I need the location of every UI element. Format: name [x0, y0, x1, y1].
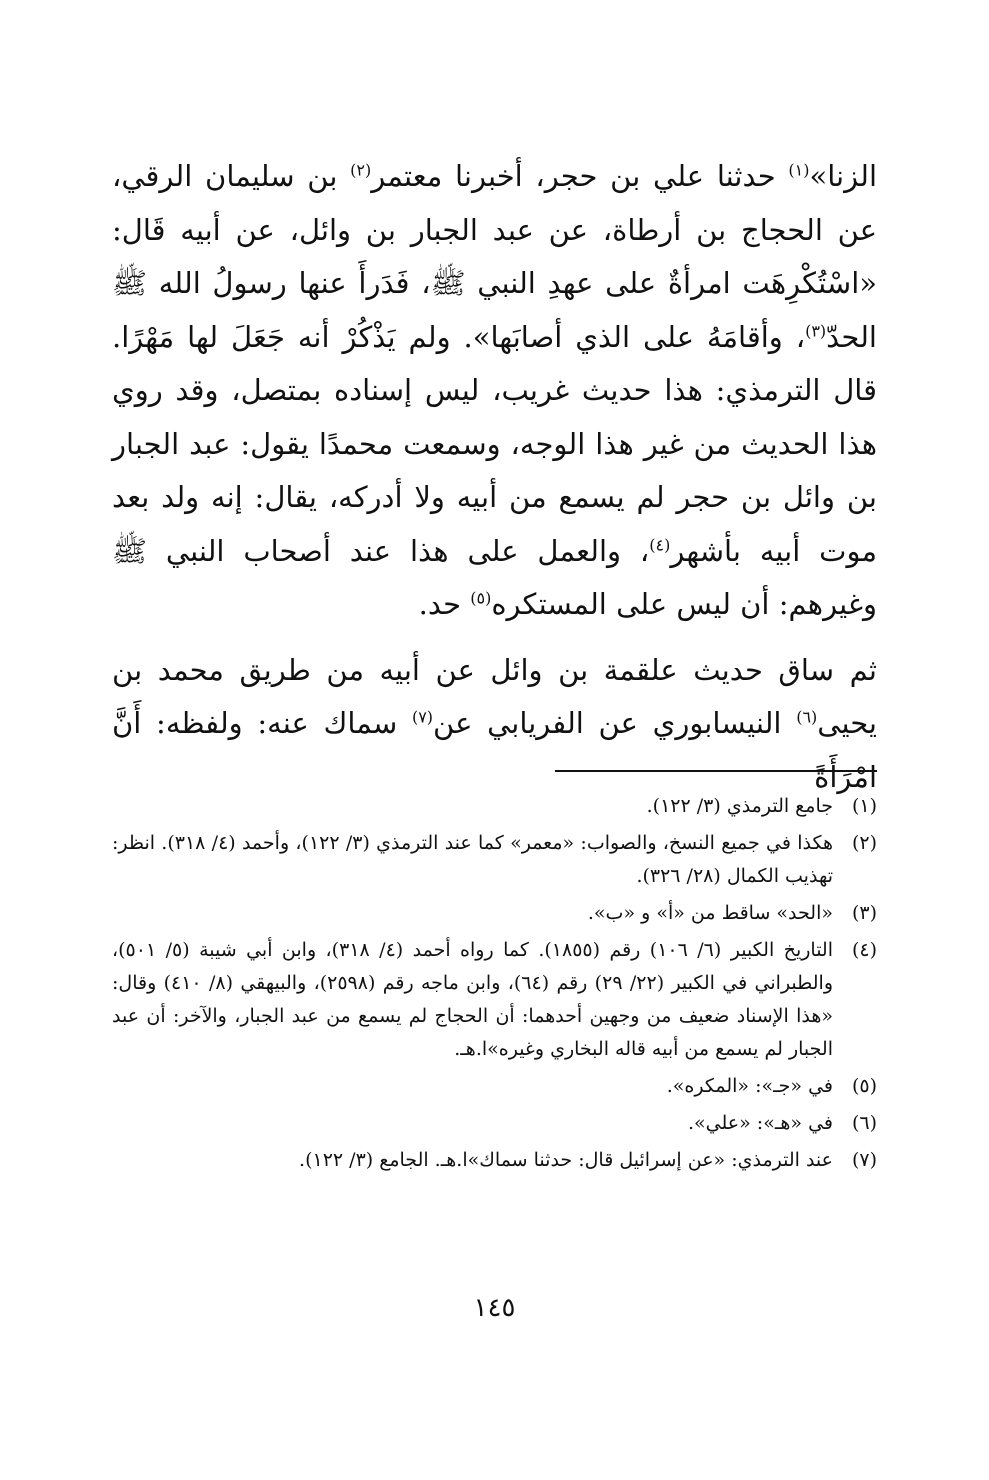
text-segment: ثم ساق حديث علقمة بن وائل عن أبيه من طريق محمد بن يحيى: [112, 652, 877, 740]
footnote-7: [112, 1144, 877, 1177]
footnote-text: في «جـ»: «المكره».: [666, 1075, 833, 1097]
footnote-ref-5[interactable]: (٥): [470, 588, 492, 608]
text-segment: ، وأقامَهُ على الذي أصابَها». ولم يَذْكُرْ أنه جَعَلَ لها مَهْرًا. قال الترمذي: هذا حديث غريب، ليس إسناده بمتصل، وقد روي هذا الحديث من غير هذا الوجه، وسمعت محمدًا يقول: عبد الجبار بن وائل بن حجر لم يسمع من أبيه ولا أدركه، يقال: إنه ولد بعد موت أبيه بأشهر: [112, 319, 877, 568]
footnote-1: [112, 790, 877, 823]
main-paragraph-2: [112, 644, 877, 805]
main-text: [112, 150, 877, 804]
text-segment: بن سليمان الرقي، عن الحجاج بن أرطاة، عن عبد الجبار بن وائل، عن أبيه قَال: «اسْتُكْرِهَت امرأةٌ على عهدِ النبي ﷺ، فَدَرأَ عنها رسولُ الله ﷺ الحدّ: [112, 159, 877, 354]
footnote-text: «الحد» ساقط من «أ» و «ب».: [587, 902, 833, 924]
text-segment: ، والعمل على هذا عند أصحاب النبي ﷺ وغيرهم: أن ليس على المستكره: [112, 533, 877, 621]
text-segment: الزنا»: [809, 159, 877, 193]
footnote-6: [112, 1107, 877, 1140]
footnote-4: [112, 934, 877, 1066]
footnote-ref-1[interactable]: (١): [788, 160, 810, 180]
page-number: ١٤٥: [473, 1293, 516, 1323]
text-segment: سماك عنه: ولفظه: أَنَّ امْرَأَةً: [112, 706, 877, 794]
footnote-number: (٥): [851, 1075, 877, 1097]
footnote-number: (٢): [851, 832, 877, 854]
footnote-text: جامع الترمذي (٣/ ١٢٢).: [646, 795, 833, 817]
footnote-divider: [555, 770, 877, 772]
text-segment: النيسابوري عن الفريابي عن: [433, 706, 797, 740]
text-segment: حد.: [418, 587, 471, 621]
footnote-number: (٣): [851, 902, 877, 924]
footnote-ref-3[interactable]: (٣): [805, 320, 827, 340]
footnote-number: (١): [851, 795, 877, 817]
text-segment: حدثنا علي بن حجر، أخبرنا معتمر: [371, 159, 789, 193]
footnote-number: (٤): [851, 939, 877, 961]
footnote-ref-6[interactable]: (٦): [796, 707, 818, 727]
footnote-text: هكذا في جميع النسخ، والصواب: «معمر» كما عند الترمذي (٣/ ١٢٢)، وأحمد (٤/ ٣١٨). انظر: تهذيب الكمال (٢٨/ ٣٢٦).: [112, 832, 833, 887]
footnote-ref-7[interactable]: (٧): [411, 707, 434, 727]
footnote-text: عند الترمذي: «عن إسرائيل قال: حدثنا سماك»ا.هـ. الجامع (٣/ ١٢٢).: [299, 1149, 833, 1171]
footnote-number: (٦): [851, 1112, 877, 1134]
main-paragraph-1: [112, 150, 877, 632]
footnote-3: [112, 897, 877, 930]
footnotes: [112, 790, 877, 1181]
footnote-text: في «هـ»: «علي».: [688, 1112, 833, 1134]
footnote-2: [112, 827, 877, 893]
footnote-ref-4[interactable]: (٤): [649, 534, 671, 554]
footnote-5: [112, 1070, 877, 1103]
footnote-ref-2[interactable]: (٢): [350, 160, 372, 180]
footnote-number: (٧): [851, 1149, 877, 1171]
footnote-text: التاريخ الكبير (٦/ ١٠٦) رقم (١٨٥٥). كما رواه أحمد (٤/ ٣١٨)، وابن أبي شيبة (٥/ ٥٠١)، والطبراني في الكبير (٢٢/ ٢٩) رقم (٦٤)، وابن ماجه رقم (٢٥٩٨)، والبيهقي (٨/ ٤١٠) وقال: «هذا الإسناد ضعيف من وجهين أحدهما: أن الحجاج لم يسمع من عبد الجبار، والآخر: أن عبد الجبار لم يسمع من أبيه قاله البخاري وغيره»ا.هـ.: [112, 939, 833, 1060]
